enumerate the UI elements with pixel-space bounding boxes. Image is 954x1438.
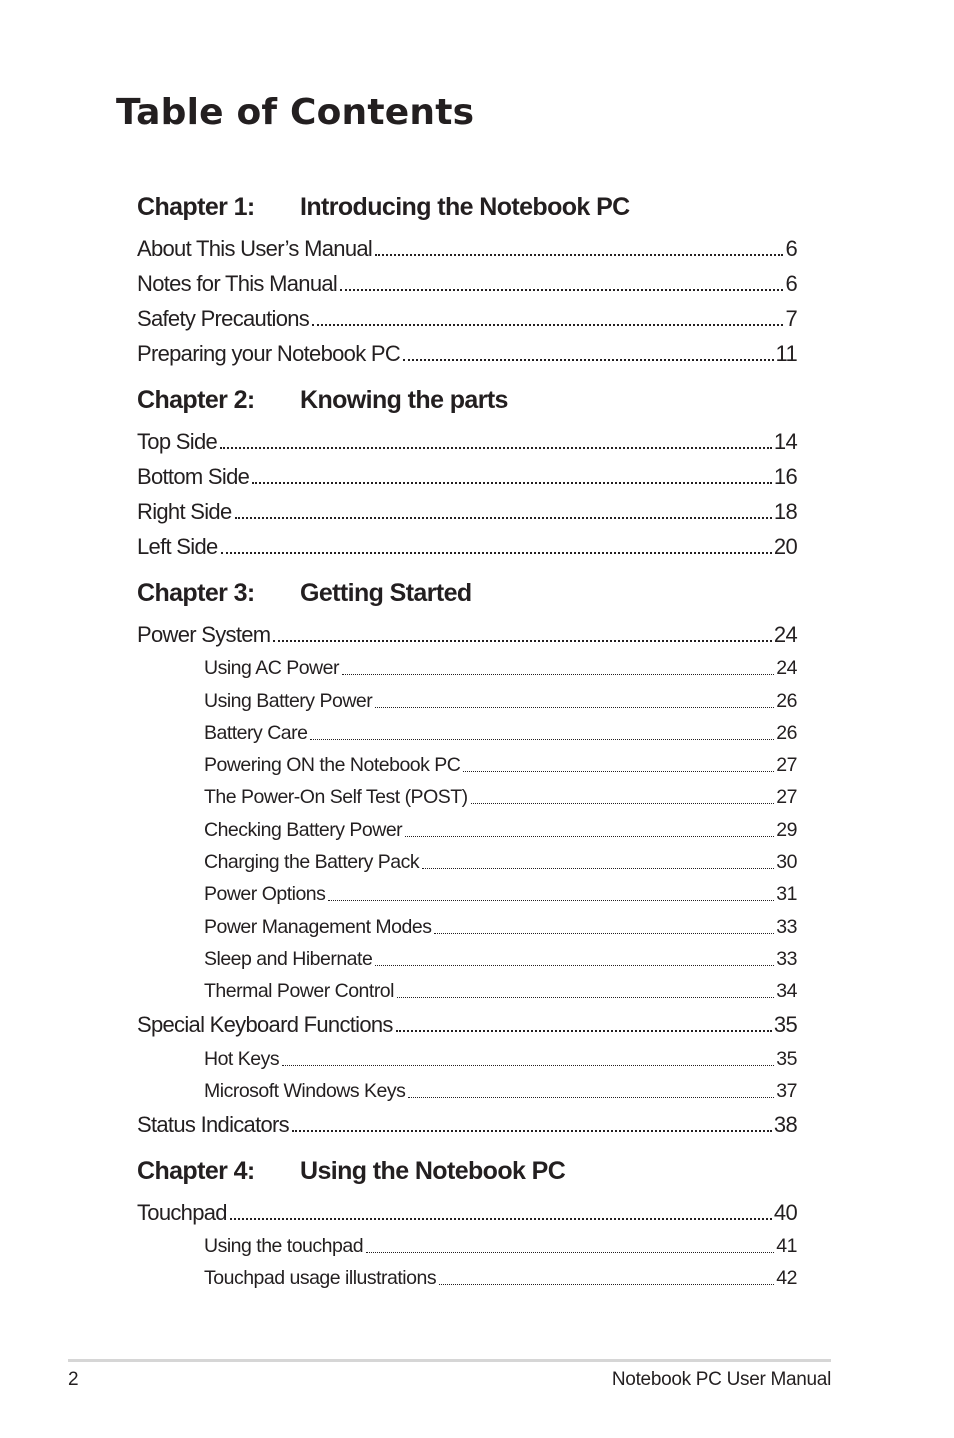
dot-leader xyxy=(235,517,772,519)
dot-leader xyxy=(408,1097,774,1098)
toc-entry-page: 33 xyxy=(776,947,797,970)
dot-leader xyxy=(366,1252,774,1253)
toc-entry-label: Power Options xyxy=(204,883,326,906)
toc-entry-page: 41 xyxy=(776,1235,797,1258)
chapter-heading xyxy=(137,1150,797,1193)
toc-subentry[interactable] xyxy=(137,650,797,682)
toc-entry-label: Hot Keys xyxy=(204,1047,280,1070)
toc-entry-page: 6 xyxy=(785,271,797,296)
dot-leader xyxy=(312,324,783,326)
toc-entry-page: 38 xyxy=(773,1111,797,1137)
chapter-title: Knowing the parts xyxy=(300,386,508,414)
dot-leader xyxy=(310,739,774,740)
toc-entry-label: Charging the Battery Pack xyxy=(204,851,420,874)
footer-divider xyxy=(68,1359,831,1362)
toc-entry[interactable] xyxy=(137,229,797,264)
toc-entry-page: 11 xyxy=(775,341,797,366)
chapter-heading xyxy=(137,572,797,615)
dot-leader xyxy=(396,1030,772,1032)
toc-entry-label: Left Side xyxy=(137,534,218,559)
toc-entry[interactable] xyxy=(137,457,797,492)
dot-leader xyxy=(471,803,775,804)
toc-entry-page: 31 xyxy=(776,883,797,906)
chapter-heading xyxy=(137,379,797,422)
chapter-title: Using the Notebook PC xyxy=(300,1156,566,1185)
dot-leader xyxy=(340,289,783,291)
chapter-title: Getting Started xyxy=(300,579,472,607)
toc-entry[interactable] xyxy=(137,1105,797,1140)
toc-entry-page: 35 xyxy=(773,1012,797,1038)
toc-entry-label: Power System xyxy=(137,622,271,647)
toc-entry[interactable] xyxy=(137,1005,797,1040)
toc-entry-label: Sleep and Hibernate xyxy=(204,947,373,970)
footer-page-number: 2 xyxy=(68,1369,79,1390)
toc-entry-label: Right Side xyxy=(137,499,232,524)
toc-entry-label: Battery Care xyxy=(204,721,308,744)
toc-subentry[interactable] xyxy=(137,941,797,973)
toc-entry-page: 20 xyxy=(773,534,797,559)
toc-entry-label: About This User’s Manual xyxy=(137,236,373,261)
toc-subentry[interactable] xyxy=(137,973,797,1005)
table-of-contents xyxy=(137,186,797,1292)
dot-leader xyxy=(439,1284,774,1285)
toc-subentry[interactable] xyxy=(137,1260,797,1292)
chapter-number: Chapter 3: xyxy=(137,579,255,607)
toc-subentry[interactable] xyxy=(137,715,797,747)
toc-entry-label: Notes for This Manual xyxy=(137,271,338,296)
toc-subentry[interactable] xyxy=(137,811,797,843)
chapter-number: Chapter 1: xyxy=(137,193,255,221)
toc-entry-page: 6 xyxy=(785,236,797,261)
toc-subentry[interactable] xyxy=(137,908,797,940)
dot-leader xyxy=(422,868,774,869)
chapter-number: Chapter 2: xyxy=(137,386,255,414)
toc-subentry[interactable] xyxy=(137,779,797,811)
toc-entry-label: Powering ON the Notebook PC xyxy=(204,754,461,777)
chapter-heading xyxy=(137,186,797,229)
chapter-number: Chapter 4: xyxy=(137,1156,255,1185)
footer-document-title: Notebook PC User Manual xyxy=(611,1369,831,1390)
dot-leader xyxy=(463,771,774,772)
toc-entry[interactable] xyxy=(137,264,797,299)
dot-leader xyxy=(292,1130,772,1132)
toc-entry-label: Using the touchpad xyxy=(204,1235,364,1258)
toc-subentry[interactable] xyxy=(137,1040,797,1072)
toc-subentry[interactable] xyxy=(137,682,797,714)
toc-entry-label: Checking Battery Power xyxy=(204,818,403,841)
toc-entry-page: 29 xyxy=(776,818,797,841)
toc-entry-label: The Power-On Self Test (POST) xyxy=(204,786,468,809)
dot-leader xyxy=(252,482,772,484)
dot-leader xyxy=(328,900,774,901)
toc-entry-page: 42 xyxy=(776,1267,797,1290)
toc-entry-label: Using Battery Power xyxy=(204,689,373,712)
toc-entry-label: Using AC Power xyxy=(204,657,339,680)
chapter-title: Introducing the Notebook PC xyxy=(300,193,630,221)
toc-entry[interactable] xyxy=(137,422,797,457)
toc-entry-label: Touchpad usage illustrations xyxy=(204,1267,437,1290)
toc-subentry[interactable] xyxy=(137,1228,797,1260)
toc-entry-page: 34 xyxy=(776,980,797,1003)
toc-entry-label: Bottom Side xyxy=(137,464,250,489)
toc-entry-label: Top Side xyxy=(137,429,218,454)
dot-leader xyxy=(273,640,772,642)
toc-subentry[interactable] xyxy=(137,844,797,876)
toc-entry[interactable] xyxy=(137,299,797,334)
dot-leader xyxy=(220,447,772,449)
dot-leader xyxy=(397,997,774,998)
toc-entry-label: Special Keyboard Functions xyxy=(137,1012,393,1038)
toc-entry-label: Touchpad xyxy=(137,1199,227,1225)
dot-leader xyxy=(221,552,772,554)
toc-entry-page: 27 xyxy=(776,786,797,809)
toc-entry-page: 7 xyxy=(785,306,797,331)
dot-leader xyxy=(230,1218,772,1220)
toc-entry[interactable] xyxy=(137,1193,797,1228)
toc-entry[interactable] xyxy=(137,334,797,369)
toc-entry-page: 18 xyxy=(773,499,797,524)
toc-entry-page: 40 xyxy=(773,1199,797,1225)
dot-leader xyxy=(403,359,773,361)
toc-entry-page: 37 xyxy=(776,1079,797,1102)
toc-subentry[interactable] xyxy=(137,1073,797,1105)
dot-leader xyxy=(375,707,774,708)
toc-entry-page: 26 xyxy=(776,689,797,712)
dot-leader xyxy=(342,674,774,675)
toc-entry[interactable] xyxy=(137,615,797,650)
toc-entry-label: Power Management Modes xyxy=(204,915,432,938)
toc-entry-page: 27 xyxy=(776,754,797,777)
dot-leader xyxy=(434,933,774,934)
toc-entry-label: Status Indicators xyxy=(137,1111,289,1137)
toc-subentry[interactable] xyxy=(137,876,797,908)
toc-entry-page: 30 xyxy=(776,851,797,874)
toc-entry-label: Thermal Power Control xyxy=(204,980,394,1003)
toc-entry-page: 16 xyxy=(773,464,797,489)
dot-leader xyxy=(405,836,774,837)
toc-entry-page: 24 xyxy=(776,657,797,680)
toc-entry-label: Preparing your Notebook PC xyxy=(137,341,401,366)
dot-leader xyxy=(282,1065,774,1066)
toc-entry-page: 14 xyxy=(773,429,797,454)
toc-entry-label: Microsoft Windows Keys xyxy=(204,1079,406,1102)
dot-leader xyxy=(375,965,774,966)
toc-entry-page: 24 xyxy=(773,622,797,647)
toc-entry-page: 26 xyxy=(776,721,797,744)
page-title: Table of Contents xyxy=(116,92,475,133)
toc-entry-page: 35 xyxy=(776,1047,797,1070)
toc-entry[interactable] xyxy=(137,527,797,562)
toc-entry-page: 33 xyxy=(776,915,797,938)
toc-subentry[interactable] xyxy=(137,747,797,779)
dot-leader xyxy=(375,254,783,256)
toc-entry[interactable] xyxy=(137,492,797,527)
toc-entry-label: Safety Precautions xyxy=(137,306,310,331)
